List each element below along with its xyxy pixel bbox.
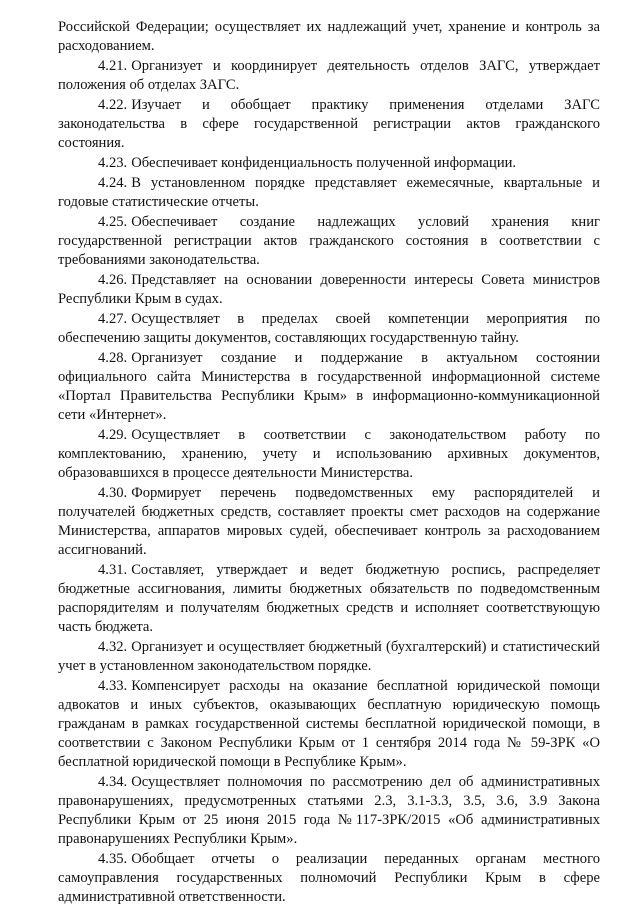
paragraph-4-27 [58, 310, 600, 348]
paragraph-number: 4.33. [98, 678, 128, 694]
paragraph-4-30 [58, 484, 600, 560]
paragraph-number: 4.24. [98, 175, 128, 191]
paragraph-text: Обеспечивает конфиденциальность полученной информации. [131, 155, 517, 171]
paragraph-text: Организует и координирует деятельность отделов ЗАГС, утверждает положения об отделах ЗАГС. [58, 58, 600, 93]
paragraph-number: 4.32. [98, 639, 128, 655]
paragraph-text: Обобщает отчеты о реализации переданных органам местного самоуправления государственных полномочий Республики Крым в сфере административной ответственности. [58, 851, 600, 905]
paragraph-4-25 [58, 213, 600, 270]
paragraph-text: Осуществляет в пределах своей компетенции мероприятия по обеспечению защиты документов, составляющих государственную тайну. [58, 311, 600, 346]
paragraph-4-24 [58, 174, 600, 212]
paragraph-text: Составляет, утверждает и ведет бюджетную роспись, распределяет бюджетные ассигнования, лимиты бюджетных обязательств по подведомственным распорядителям и получателям бюджетных средств и исполняет соответствующую часть бюджета. [58, 562, 600, 635]
paragraph-text: Осуществляет в соответствии с законодательством работу по комплектованию, хранению, учету и использованию архивных документов, образовавшихся в процессе деятельности Министерства. [58, 427, 600, 481]
paragraph-4-29 [58, 426, 600, 483]
paragraph-number: 4.23. [98, 155, 128, 171]
paragraph-number: 4.30. [98, 485, 128, 501]
paragraph-text: Изучает и обобщает практику применения отделами ЗАГС законодательства в сфере государственной регистрации актов гражданского состояния. [58, 97, 600, 151]
paragraph-text: Формирует перечень подведомственных ему распорядителей и получателей бюджетных средств, составляет проекты смет расходов на содержание Министерства, аппаратов мировых судей, обеспечивает контроль за расходованием ассигнований. [58, 485, 600, 558]
paragraph-text: Осуществляет полномочия по рассмотрению дел об административных правонарушениях, предусмотренных статьями 2.3, 3.1-3.3, 3.5, 3.6, 3.9 Закона Республики Крым от 25 июня 2015 года №117-ЗРК/2015 «Об административных правонарушениях Республики Крым». [58, 774, 600, 847]
paragraph-text: Обеспечивает создание надлежащих условий хранения книг государственной регистрации актов гражданского состояния в соответствии с требованиями законодательства. [58, 214, 600, 268]
paragraph-4-22 [58, 96, 600, 153]
paragraph-text: Организует и осуществляет бюджетный (бухгалтерский) и статистический учет в установленном законодательством порядке. [58, 639, 600, 674]
paragraph-number: 4.21. [98, 58, 128, 74]
paragraph-text: Компенсирует расходы на оказание бесплатной юридической помощи адвокатов и иных субъектов, оказывающих бесплатную юридическую помощь гражданам в рамках государственной системы бесплатной юридической помощи, в соответствии с Законом Республики Крым от 1 сентября 2014 года № 59-ЗРК «О бесплатной юридической помощи в Республике Крым». [58, 678, 600, 770]
paragraph-text: Организует создание и поддержание в актуальном состоянии официального сайта Министерства в государственной информационной системе «Портал Правительства Республики Крым» в информационно-коммуникационной сети «Интернет». [58, 350, 600, 423]
paragraph-4-33 [58, 677, 600, 772]
paragraph-4-34 [58, 773, 600, 849]
paragraph-number: 4.22. [98, 97, 128, 113]
paragraph-4-26 [58, 271, 600, 309]
paragraph-number: 4.31. [98, 562, 128, 578]
paragraph-number: 4.28. [98, 350, 128, 366]
paragraph-text: В установленном порядке представляет ежемесячные, квартальные и годовые статистические отчеты. [58, 175, 600, 210]
document-body [58, 18, 600, 908]
paragraph-number: 4.25. [98, 214, 128, 230]
paragraph-number: 4.29. [98, 427, 128, 443]
paragraph-4-31 [58, 561, 600, 637]
paragraph-4-23 [58, 154, 600, 173]
paragraph-4-28 [58, 349, 600, 425]
paragraph-number: 4.26. [98, 272, 128, 288]
paragraph-4-21 [58, 57, 600, 95]
paragraph-4-32 [58, 638, 600, 676]
paragraph-text: Представляет на основании доверенности интересы Совета министров Республики Крым в судах. [58, 272, 600, 307]
paragraph-number: 4.27. [98, 311, 128, 327]
paragraph-4-35 [58, 850, 600, 907]
paragraph-number: 4.35. [98, 851, 128, 867]
paragraph-number: 4.34. [98, 774, 128, 790]
paragraph-text: Российской Федерации; осуществляет их надлежащий учет, хранение и контроль за расходованием. [58, 19, 600, 54]
paragraph-continuation [58, 18, 600, 56]
